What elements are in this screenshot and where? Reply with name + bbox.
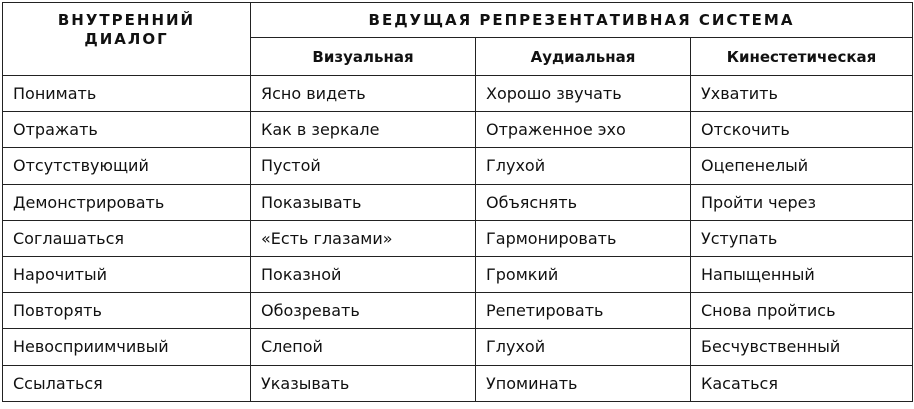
internal-dialog-cell: Ссылаться (3, 365, 251, 401)
table-row (3, 184, 913, 220)
auditory-cell: Громкий (476, 256, 691, 292)
table-row (3, 112, 913, 148)
internal-dialog-cell: Отсутствующий (3, 148, 251, 184)
kinesthetic-cell: Снова пройтись (691, 293, 913, 329)
column-header-auditory: Аудиальная (476, 38, 691, 76)
internal-dialog-cell: Соглашаться (3, 220, 251, 256)
corner-header-line2: ДИАЛОГ (84, 30, 169, 48)
internal-dialog-cell: Отражать (3, 112, 251, 148)
internal-dialog-cell: Нарочитый (3, 256, 251, 292)
table-row (3, 220, 913, 256)
internal-dialog-cell: Невосприимчивый (3, 329, 251, 365)
internal-dialog-cell: Понимать (3, 76, 251, 112)
table-row (3, 365, 913, 401)
visual-cell: Слепой (251, 329, 476, 365)
internal-dialog-cell: Повторять (3, 293, 251, 329)
representational-systems-table (2, 2, 913, 402)
auditory-cell: Объяснять (476, 184, 691, 220)
kinesthetic-cell: Пройти через (691, 184, 913, 220)
visual-cell: Обозревать (251, 293, 476, 329)
auditory-cell: Глухой (476, 148, 691, 184)
visual-cell: Указывать (251, 365, 476, 401)
column-header-kinesthetic: Кинестетическая (691, 38, 913, 76)
table-row (3, 148, 913, 184)
header-row-group (3, 3, 913, 38)
auditory-cell: Хорошо звучать (476, 76, 691, 112)
kinesthetic-cell: Отскочить (691, 112, 913, 148)
auditory-cell: Упоминать (476, 365, 691, 401)
kinesthetic-cell: Бесчувственный (691, 329, 913, 365)
table-row (3, 293, 913, 329)
visual-cell: Пустой (251, 148, 476, 184)
visual-cell: «Есть глазами» (251, 220, 476, 256)
corner-header-line1: ВНУТРЕННИЙ (57, 11, 196, 29)
kinesthetic-cell: Ухватить (691, 76, 913, 112)
table-row (3, 329, 913, 365)
auditory-cell: Глухой (476, 329, 691, 365)
internal-dialog-cell: Демонстрировать (3, 184, 251, 220)
kinesthetic-cell: Уступать (691, 220, 913, 256)
visual-cell: Ясно видеть (251, 76, 476, 112)
column-header-visual: Визуальная (251, 38, 476, 76)
table-row (3, 256, 913, 292)
visual-cell: Как в зеркале (251, 112, 476, 148)
kinesthetic-cell: Оцепенелый (691, 148, 913, 184)
visual-cell: Показывать (251, 184, 476, 220)
visual-cell: Показной (251, 256, 476, 292)
group-header: ВЕДУЩАЯ РЕПРЕЗЕНТАТИВНАЯ СИСТЕМА (251, 3, 913, 38)
table-body (3, 76, 913, 402)
kinesthetic-cell: Касаться (691, 365, 913, 401)
kinesthetic-cell: Напыщенный (691, 256, 913, 292)
table-container (2, 2, 913, 402)
auditory-cell: Отраженное эхо (476, 112, 691, 148)
auditory-cell: Репетировать (476, 293, 691, 329)
auditory-cell: Гармонировать (476, 220, 691, 256)
table-row (3, 76, 913, 112)
corner-header (3, 3, 251, 76)
